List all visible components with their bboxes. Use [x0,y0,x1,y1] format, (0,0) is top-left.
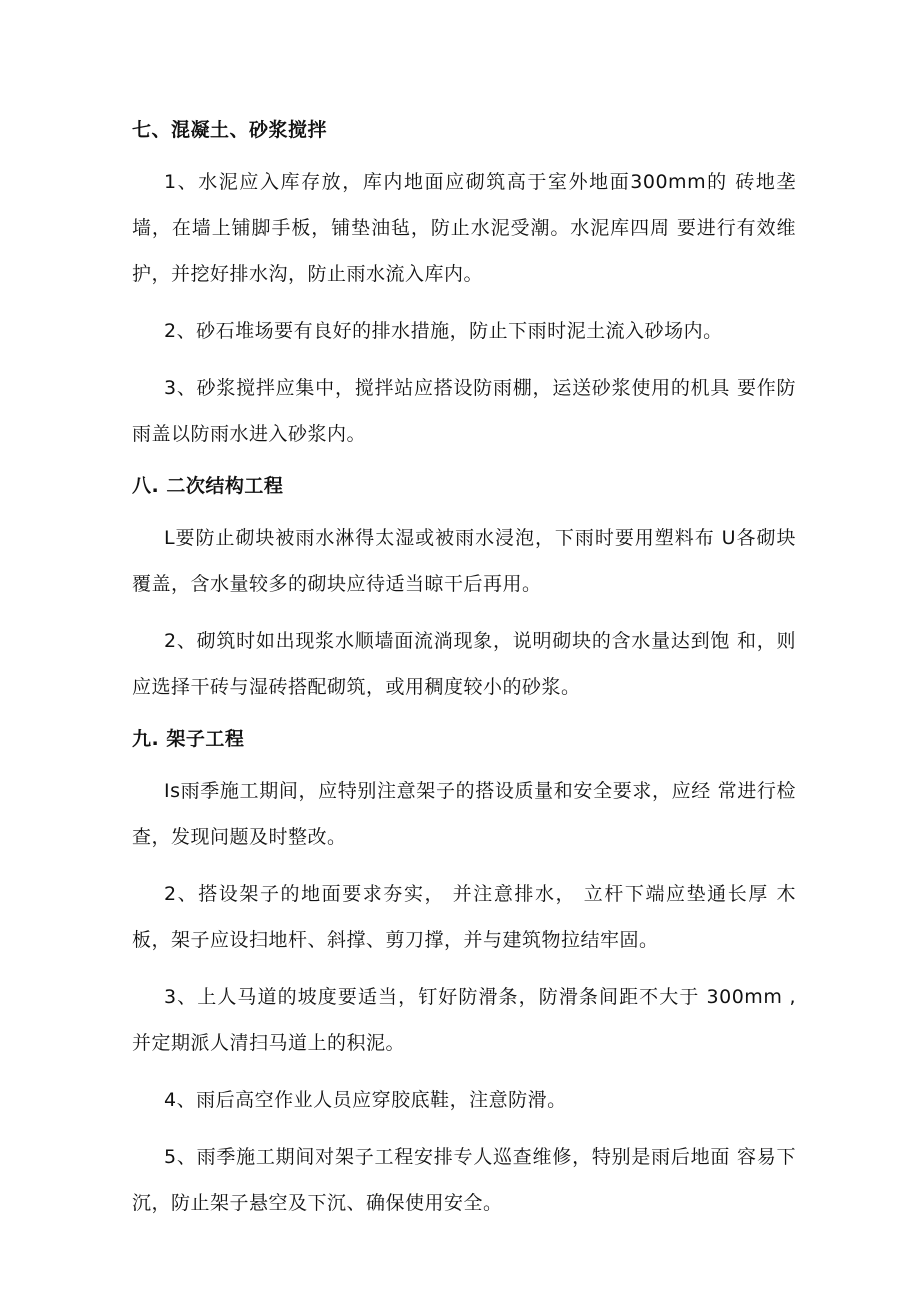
paragraph: 4、雨后高空作业人员应穿胶底鞋，注意防滑。 [164,1089,567,1111]
section-heading: 八. 二次结构工程 [132,475,284,497]
section-concrete-mortar-mixing [132,112,796,457]
paragraph: 5、雨季施工期间对架子工程安排专人巡查维修，特别是雨后地面 容易下沉，防止架子悬空及下沉、确保使用安全。 [132,1146,796,1214]
section-heading: 九. 架子工程 [132,728,245,750]
paragraph: 2、搭设架子的地面要求夯实， 并注意排水， 立杆下端应垫通长厚 木板，架子应设扫地杆、斜撑、剪刀撑，并与建筑物拉结牢固。 [132,883,796,951]
section-scaffolding [132,721,796,1226]
section-secondary-structure [132,468,796,710]
paragraph: 2、砌筑时如出现浆水顺墙面流淌现象，说明砌块的含水量达到饱 和，则应选择干砖与湿砖搭配砌筑，或用稠度较小的砂浆。 [132,630,796,698]
section-heading: 七、混凝土、砂浆搅拌 [132,119,328,141]
paragraph: Is雨季施工期间，应特别注意架子的搭设质量和安全要求，应经 常进行检查，发现问题及时整改。 [132,780,796,848]
paragraph: 2、砂石堆场要有良好的排水措施，防止下雨时泥土流入砂场内。 [164,320,723,342]
paragraph: 1、水泥应入库存放，库内地面应砌筑高于室外地面300mm的 砖地垄墙，在墙上铺脚手板，铺垫油毡，防止水泥受潮。水泥库四周 要进行有效维护，并挖好排水沟，防止雨水流入库内。 [132,171,796,285]
document-page [132,112,796,1237]
paragraph: L要防止砌块被雨水淋得太湿或被雨水浸泡，下雨时要用塑料布 U各砌块覆盖，含水量较多的砌块应待适当晾干后再用。 [132,527,796,595]
paragraph: 3、砂浆搅拌应集中，搅拌站应搭设防雨棚，运送砂浆使用的机具 要作防雨盖以防雨水进入砂浆内。 [132,377,796,445]
paragraph: 3、上人马道的坡度要适当，钉好防滑条，防滑条间距不大于 300mm ,并定期派人清扫马道上的积泥。 [132,986,796,1054]
